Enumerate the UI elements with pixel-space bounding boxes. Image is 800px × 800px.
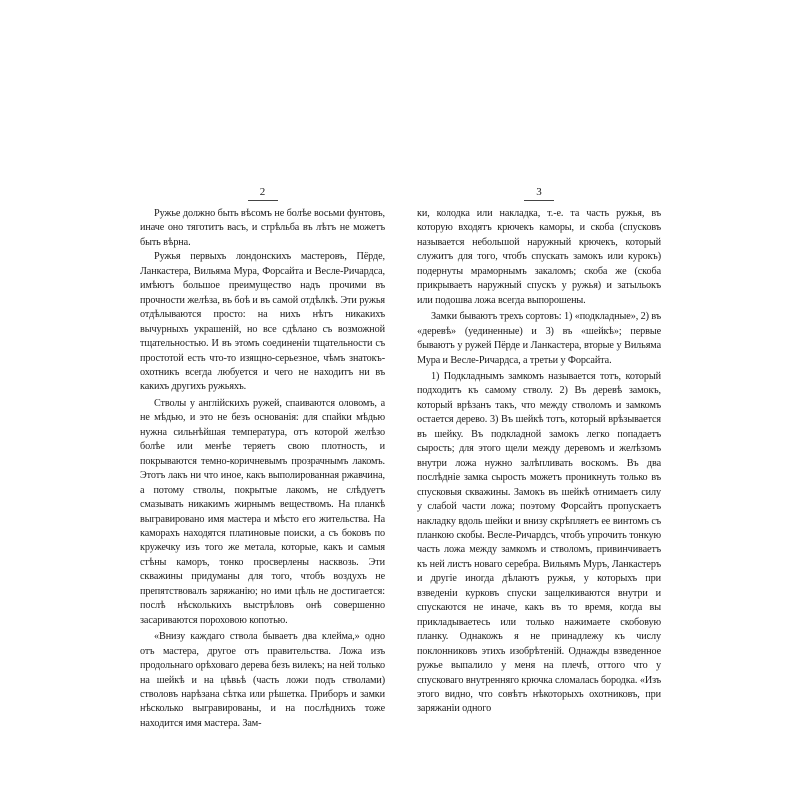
paragraph: Ружья первыхъ лондонскихъ мастеровъ, Пёрде, Ланкастера, Вильяма Мура, Форсайта и Весле-Ричардса, имѣютъ большое преимущество надъ прочими въ прочности желѣза, въ боѣ и въ самой отдѣлкѣ. Эти ружья отдѣлываются просто: на нихъ нѣтъ никакихъ вычурныхъ украшеній, но все сдѣлано съ возможной тщательностью. И въ этомъ соединеніи тщательности съ простотой есть что-то изящно-серьезное, чѣмъ знатокъ-охотникъ всегда любуется и чего не находитъ ни въ какихъ другихъ ружьяхъ.	[140, 251, 385, 393]
page-text	[417, 207, 661, 717]
page-number-rule	[524, 200, 554, 201]
paragraph: ки, колодка или накладка, т.-е. та часть ружья, въ которую входятъ крючекъ каморы, и скоба (спусковъ называется небольшой наружный крючекъ, который служитъ для того, чтобъ спускать замокъ или курокъ) подернуты мраморнымъ закаломъ; скоба же (скоба прикрываетъ наружный спускъ у ружья) и затыльокъ или подошва ложа всегда выпорошены.	[417, 208, 661, 306]
right-page	[417, 186, 661, 717]
paragraph: Замки бываютъ трехъ сортовъ: 1) «подкладные», 2) въ «деревѣ» (уединенные) и 3) въ «шейкѣ»; первые бываютъ у ружей Пёрде и Ланкастера, вторые у Вильяма Мура и Весле-Ричардса, а третьи у Форсайта.	[417, 311, 661, 366]
paragraph: Ружье должно быть вѣсомъ не болѣе восьми фунтовъ, иначе оно тяготитъ васъ, и стрѣльба въ лѣтъ не можетъ быть вѣрна.	[140, 208, 385, 248]
left-page	[140, 186, 385, 731]
page-number: 2	[259, 186, 266, 198]
page-number: 3	[536, 186, 542, 198]
page-text	[140, 207, 385, 731]
paragraph: Стволы у англійскихъ ружей, спаиваются оловомъ, а не мѣдью, и это не безъ основанія: для спайки мѣдью нужна сильнѣйшая температура, отъ которой желѣзо болѣе или менѣе теряетъ свою плотность, и покрываются темно-коричневымъ прозрачнымъ лакомъ. Этотъ лакъ ни что иное, какъ выполированная ржавчина, а потому стволы, покрытые лакомъ, не слѣдуетъ смазывать никакимъ жирнымъ веществомъ. На планкѣ выгравировано имя мастера и мѣсто его жительства. На каморахъ находятся платиновые поиски, а съ боковъ по кружечку изъ того же метала, которые, какъ и самыя стѣны каморъ, тонко просверлены насквозь. Эти скважины придуманы для того, чтобъ воздухъ не препятствовалъ заряжанію; но ими цѣль не достигается: послѣ нѣсколькихъ выстрѣловъ онѣ совершенно засариваются пороховою копотью.	[140, 397, 385, 626]
page-number-rule	[248, 200, 278, 201]
paragraph: «Внизу каждаго ствола бываетъ два клейма,» одно отъ мастера, другое отъ правительства. Ложа изъ продольнаго орѣховаго дерева безъ вилекъ; на ней только на шейкѣ и на цѣвьѣ (часть ложи подъ стволами) стволовъ нарѣзана сѣтка или рѣшетка. Приборъ и замки нѣсколько выгравированы, и на послѣднихъ тоже находится имя мастера. Зам-	[140, 631, 385, 729]
paragraph: 1) Подкладнымъ замкомъ называется тотъ, который подходитъ къ самому стволу. 2) Въ деревѣ замокъ, который врѣзанъ такъ, что между стволомъ и замкомъ остается дерево. 3) Въ шейкѣ тотъ, который врѣзывается въ шейку. Въ подкладной замокъ легко попадаетъ сырость; для этого щели между деревомъ и желѣзомъ внутри ложа нужно залѣпливать воскомъ. Въ два послѣдніе замка сырость можетъ проникнуть только въ спусковыя скважины. Замокъ въ шейкѣ отнимаетъ силу у слабой части ложа; поэтому Форсайтъ пропускаетъ накладку вдоль шейки и внизу скрѣпляетъ ее винтомъ съ планкою скобы. Весле-Ричардсъ, чтобъ упрочить тонкую часть ложа между замкомъ и стволомъ, привинчиваетъ къ ней листъ новаго серебра. Вильямъ Муръ, Ланкастеръ и другіе иногда дѣлаютъ ружья, у которыхъ при взведеніи курковъ спуски защелкиваются внутри и спускаются не иначе, какъ въ то время, когда вы прикладываетесь или только нажимаете скобовую планку. Однакожъ я не принадлежу къ числу поклонниковъ этихъ изобрѣтеній. Однажды взведенное ружье выпалило у меня на плечѣ, оттого что у спусковаго внутренняго крючка сломалась бородка. «Изъ этого видно, что совѣтъ нѣкоторыхъ охотниковъ, при заряжаніи одного	[417, 370, 661, 715]
